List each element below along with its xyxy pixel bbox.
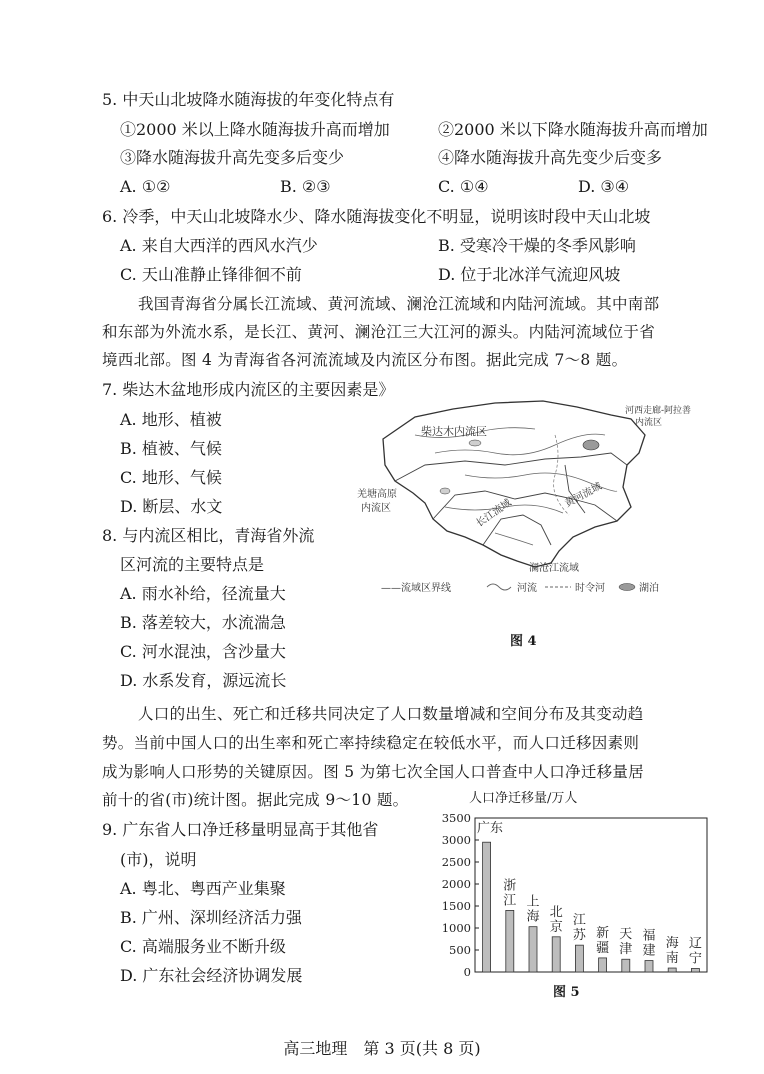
q6-stem: 6. 冷季，中天山北坡降水少、降水随海拔变化不明显，说明该时段中天山北坡: [102, 207, 651, 226]
q7-option-b: B. 植被、气候: [120, 439, 222, 458]
q9-stem-line-1: 9. 广东省人口净迁移量明显高于其他省: [102, 820, 379, 839]
passage2-line-2: 势。当前中国人口的出生率和死亡率持续稳定在较低水平，而人口迁移因素则: [102, 734, 640, 752]
category-label: 江苏: [572, 913, 586, 944]
legend-lake-symbol: [619, 584, 635, 591]
passage1-line-2: 和东部为外流水系，是长江、黄河、澜沧江三大江河的源头。内陆河流域位于省: [102, 323, 656, 341]
bar-9: [668, 968, 676, 972]
y-tick-label: 2000: [441, 877, 471, 891]
y-tick-label: 1500: [441, 899, 471, 913]
label-qiangtang-line-1: 羌塘高原: [357, 489, 397, 500]
label-qiangtang-line-2: 内流区: [361, 503, 391, 514]
bar-3: [529, 927, 537, 972]
legend-river-symbol: [487, 584, 511, 590]
bar-6: [599, 958, 607, 972]
q6-option-d: D. 位于北冰洋气流迎风坡: [438, 265, 621, 284]
q7-stem: 7. 柴达木盆地形成内流区的主要因素是》: [102, 380, 395, 399]
label-changjiang: 长江流域: [474, 497, 514, 530]
bar-5: [575, 945, 583, 972]
q5-statement-4: ④降水随海拔升高先变少后变多: [438, 148, 663, 167]
bar-4: [552, 937, 560, 972]
y-tick-label: 500: [449, 943, 471, 957]
q7-option-d: D. 断层、水文: [120, 497, 223, 516]
qinghai-basin-map: [355, 395, 715, 600]
bar-10: [691, 968, 699, 972]
category-label: 浙江: [503, 878, 517, 909]
q6-option-b: B. 受寒冷干燥的冬季风影响: [438, 236, 636, 255]
q6-option-c: C. 天山准静止锋徘徊不前: [120, 265, 302, 284]
y-tick-label: 1000: [441, 921, 471, 935]
y-tick-label: 0: [463, 965, 471, 979]
q8-option-d: D. 水系发育，源远流长: [120, 671, 287, 690]
q9-option-c: C. 高端服务业不断升级: [120, 937, 286, 956]
page-footer: 高三地理 第 3 页(共 8 页): [283, 1039, 481, 1058]
bar-2: [506, 910, 514, 972]
migration-bar-chart: [425, 786, 715, 1002]
q5-statement-1: ①2000 米以上降水随海拔升高而增加: [120, 120, 390, 139]
passage1-line-1: 我国青海省分属长江流域、黄河流域、澜沧江流域和内陆河流域。其中南部: [138, 295, 660, 313]
figure-4-caption: 图 4: [510, 634, 537, 649]
label-lancang: 澜沧江流域: [529, 563, 579, 574]
category-label: 辽宁: [688, 936, 702, 967]
bar-1: [483, 842, 491, 972]
category-label: 上海: [526, 894, 540, 925]
passage2-line-4: 前十的省(市)统计图。据此完成 9～10 题。: [102, 791, 409, 809]
q8-stem-line-2: 区河流的主要特点是: [120, 555, 265, 574]
label-hexi-line-1: 河西走廊-阿拉善: [625, 406, 692, 416]
q5-option-a: A. ①②: [120, 177, 171, 196]
label-huanghe: 黄河流域: [563, 481, 604, 510]
y-tick-label: 3000: [441, 833, 471, 847]
passage2-line-1: 人口的出生、死亡和迁移共同决定了人口数量增减和空间分布及其变动趋: [138, 705, 644, 723]
label-hexi-line-2: 内流区: [635, 418, 663, 428]
legend-seasonal: 时令河: [575, 583, 605, 594]
category-label: 福建: [642, 928, 656, 959]
q7-option-c: C. 地形、气候: [120, 468, 222, 487]
q5-option-c: C. ①④: [438, 177, 489, 196]
y-tick-label: 3500: [441, 811, 471, 825]
q5-statement-3: ③降水随海拔升高先变多后变少: [120, 148, 345, 167]
q5-stem: 5. 中天山北坡降水随海拔的年变化特点有: [102, 90, 395, 109]
q5-option-b: B. ②③: [280, 177, 331, 196]
passage1-line-3: 境西北部。图 4 为青海省各河流流域及内流区分布图。据此完成 7～8 题。: [102, 351, 628, 369]
lake-qinghai: [583, 440, 599, 450]
chart-ylabel: 人口净迁移量/万人: [469, 791, 578, 806]
bar-7: [622, 959, 630, 972]
q8-option-c: C. 河水混浊，含沙量大: [120, 642, 286, 661]
category-label: 天津: [619, 927, 633, 958]
q8-option-a: A. 雨水补给，径流量大: [120, 584, 286, 603]
category-label: 海南: [665, 936, 679, 967]
q8-option-b: B. 落差较大，水流湍急: [120, 613, 286, 632]
bar-8: [645, 961, 653, 972]
y-tick-label: 2500: [441, 855, 471, 869]
legend-river: 河流: [517, 583, 537, 594]
q9-option-b: B. 广州、深圳经济活力强: [120, 908, 302, 927]
q7-option-a: A. 地形、植被: [120, 410, 222, 429]
category-label: 北京: [549, 904, 563, 935]
legend-boundary: ——流域区界线: [381, 583, 451, 594]
label-qaidam: 柴达木内流区: [421, 425, 487, 438]
q9-option-a: A. 粤北、粤西产业集聚: [120, 879, 286, 898]
legend-lake: 湖泊: [639, 583, 659, 594]
q6-option-a: A. 来自大西洋的西风水汽少: [120, 236, 318, 255]
q5-option-d: D. ③④: [578, 177, 630, 196]
category-label: 广东: [477, 821, 504, 836]
q9-stem-line-2: (市)，说明: [120, 850, 197, 869]
category-label: 新疆: [596, 925, 610, 956]
q9-option-d: D. 广东社会经济协调发展: [120, 966, 303, 985]
q8-stem-line-1: 8. 与内流区相比，青海省外流: [102, 526, 315, 545]
q5-statement-2: ②2000 米以下降水随海拔升高而增加: [438, 120, 708, 139]
passage2-line-3: 成为影响人口形势的关键原因。图 5 为第七次全国人口普查中人口净迁移量居: [102, 763, 645, 781]
chart-title: 图 5: [553, 985, 580, 1000]
